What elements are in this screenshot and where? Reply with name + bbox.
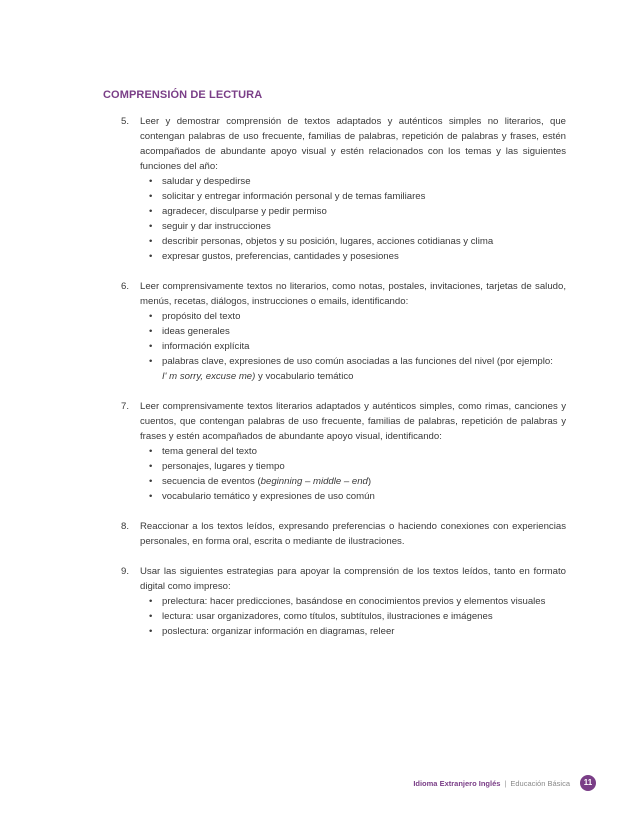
item-text: Usar las siguientes estrategias para apoyar la comprensión de los textos leídos, tanto en formato digital como impreso: [140,566,566,592]
bullet-icon: • [149,476,153,487]
objective-item-9 [103,564,566,639]
footer-subject: Idioma Extranjero Inglés [413,778,501,788]
list-item: • solicitar y entregar información personal y de temas familiares [149,191,426,202]
list-item: • seguir y dar instrucciones [149,221,271,232]
bullet-list [140,444,566,504]
item-text: Leer comprensivamente textos no literarios, como notas, postales, invitaciones, tarjetas de saludo, menús, recetas, diálogos, instrucciones o emails, identificando: [140,281,566,307]
list-item: • agradecer, disculparse y pedir permiso [149,206,327,217]
footer-level: Educación Básica [510,778,570,788]
bullet-icon: • [149,596,153,607]
list-item: • vocabulario temático y expresiones de uso común [149,491,375,502]
objective-item-8 [103,519,566,549]
list-item: • personajes, lugares y tiempo [149,461,285,472]
bullet-icon: • [149,176,153,187]
example-phrase: I' m sorry, excuse me) [162,371,256,382]
example-phrase: beginning – middle – end [260,476,368,487]
bullet-list [140,594,566,639]
bullet-icon: • [149,356,153,367]
list-item: • expresar gustos, preferencias, cantidades y posesiones [149,251,399,262]
bullet-list [140,174,566,264]
bullet-icon: • [149,341,153,352]
item-number: 8. [121,521,130,532]
list-item: • tema general del texto [149,446,257,457]
item-text: Leer comprensivamente textos literarios adaptados y auténticos simples, como rimas, canciones y cuentos, que contengan palabras de uso frecuente, familias de palabras, repetición de palabras y frases y estén acompañados de abundante apoyo visual, identificando: [140,401,566,442]
list-item: • palabras clave, expresiones de uso común asociadas a las funciones del nivel (por ejemplo: I' m sorry, excuse me) y vocabulario temático [149,356,553,382]
bullet-list [140,309,566,384]
list-item: • describir personas, objetos y su posición, lugares, acciones cotidianas y clima [149,236,494,247]
list-item: • ideas generales [149,326,230,337]
list-item: • lectura: usar organizadores, como títulos, subtítulos, ilustraciones e imágenes [149,611,493,622]
bullet-icon: • [149,251,153,262]
footer-separator: | [504,778,507,788]
item-number: 7. [121,401,130,412]
item-text: Reaccionar a los textos leídos, expresando preferencias o haciendo conexiones con experiencias personales, en forma oral, escrita o mediante de ilustraciones. [140,521,566,547]
item-number: 9. [121,566,130,577]
list-item: • poslectura: organizar información en diagramas, releer [149,626,395,637]
bullet-icon: • [149,236,153,247]
bullet-icon: • [149,221,153,232]
section-title: COMPRENSIÓN DE LECTURA [103,89,263,101]
list-item: • información explícita [149,341,250,352]
bullet-icon: • [149,611,153,622]
bullet-icon: • [149,326,153,337]
bullet-icon: • [149,461,153,472]
page-number-badge: 11 [580,775,596,791]
list-item: • secuencia de eventos (beginning – middle – end) [149,476,372,487]
objectives-list [103,114,566,654]
bullet-icon: • [149,626,153,637]
objective-item-7 [103,399,566,504]
page-footer [413,775,596,791]
bullet-icon: • [149,206,153,217]
list-item: • prelectura: hacer predicciones, basándose en conocimientos previos y elementos visuales [149,596,546,607]
objective-item-6 [103,279,566,384]
objective-item-5 [103,114,566,264]
bullet-icon: • [149,311,153,322]
item-number: 5. [121,116,130,127]
item-text: Leer y demostrar comprensión de textos adaptados y auténticos simples no literarios, que contengan palabras de uso frecuente, familias de palabras, repetición de palabras y frases, estén acompañados de abundante apoyo visual y estén relacionados con los temas y las siguientes funciones del año: [140,116,566,172]
list-item: • propósito del texto [149,311,241,322]
item-number: 6. [121,281,130,292]
bullet-icon: • [149,491,153,502]
bullet-icon: • [149,446,153,457]
list-item: • saludar y despedirse [149,176,251,187]
bullet-icon: • [149,191,153,202]
